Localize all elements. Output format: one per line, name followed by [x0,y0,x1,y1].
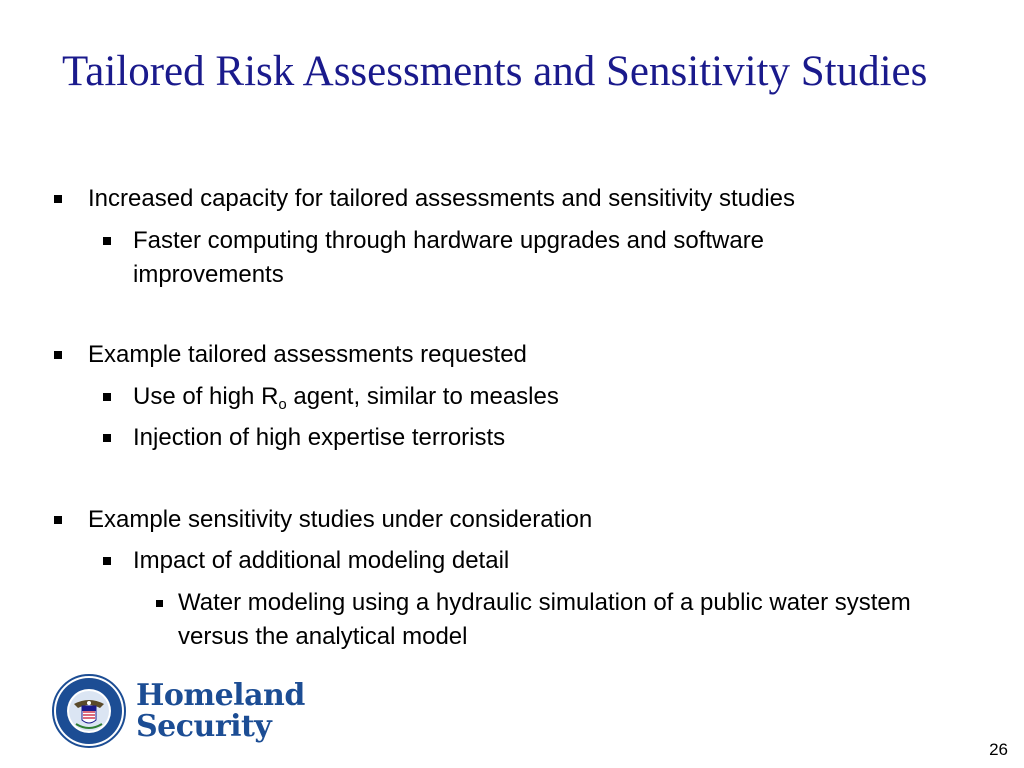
bullet-text: Impact of additional modeling detail [133,547,510,574]
bullet-square-icon [156,600,163,607]
bullet-item [88,182,988,216]
bullet-square-icon [54,351,62,359]
bullet-item [133,380,913,414]
logo-wordmark [136,680,305,742]
dhs-seal-icon [52,674,126,748]
bullet-square-icon [54,516,62,524]
bullet-text-after: agent, similar to measles [286,383,559,410]
bullet-square-icon [103,393,111,401]
bullet-item [133,544,913,578]
bullet-text: Injection of high expertise terrorists [133,424,506,451]
bullet-item [88,338,988,372]
bullet-text: Faster computing through hardware upgrades and software improvements [133,227,765,288]
bullet-square-icon [103,557,111,565]
bullet-item [133,421,913,455]
bullet-square-icon [54,195,62,203]
bullet-item [88,503,988,537]
slide-title: Tailored Risk Assessments and Sensitivity Studies [62,48,928,95]
page-number: 26 [989,740,1008,759]
bullet-square-icon [103,434,111,442]
subscript-o: o [278,396,287,413]
bullet-text: Example sensitivity studies under consideration [88,506,593,533]
logo-line-homeland: Homeland [136,678,305,713]
bullet-text: Increased capacity for tailored assessments and sensitivity studies [88,185,796,212]
bullet-text-before: Use of high R [133,383,279,410]
bullet-item [133,224,913,292]
bullet-square-icon [103,237,111,245]
logo-line-security: Security [136,709,272,744]
bullet-text: Water modeling using a hydraulic simulation of a public water system versus the analytical model [178,589,911,650]
bullet-text [133,383,559,413]
bullet-text: Example tailored assessments requested [88,341,527,368]
dhs-logo [52,674,312,754]
bullet-item [178,586,968,654]
